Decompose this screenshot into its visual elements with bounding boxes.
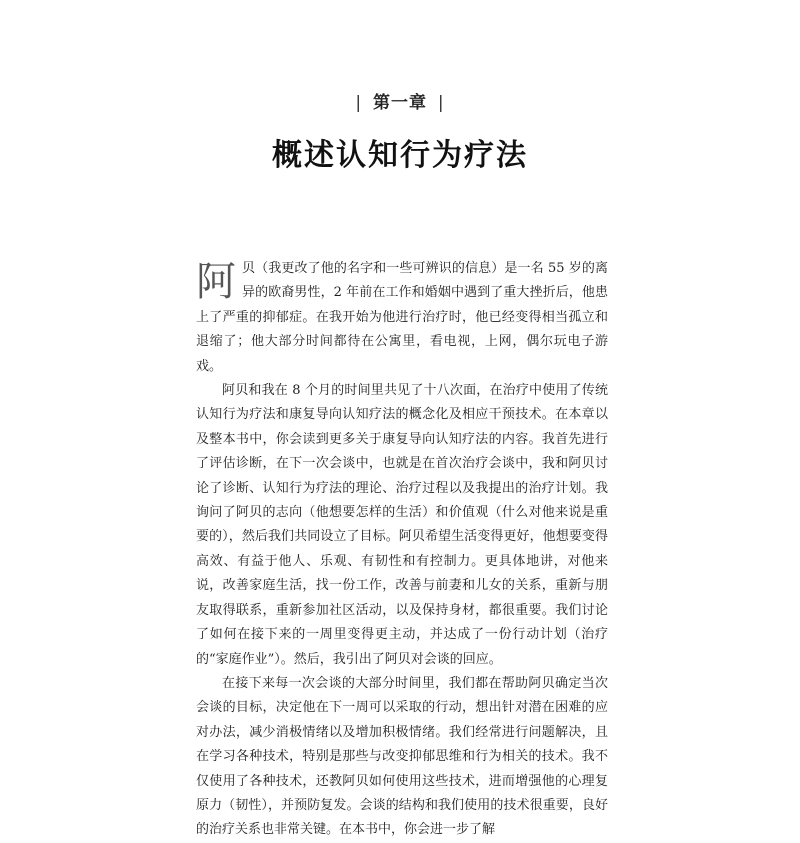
chapter-title: 概述认知行为疗法	[272, 138, 528, 173]
paragraph-1-text: 贝（我更改了他的名字和一些可辨识的信息）是一名 55 岁的离异的欧裔男性，2 年前在工作和婚姻中遇到了重大挫折后，他患上了严重的抑郁症。在我开始为他进行治疗时，他已经变得相当孤立和退缩了；他大部分时间都待在公寓里，看电视，上网，偶尔玩电子游戏。	[196, 261, 608, 374]
drop-cap: 阿	[196, 259, 236, 305]
chapter-bar-right: |	[437, 93, 445, 113]
chapter-bar-left: |	[355, 93, 363, 113]
chapter-number: 第一章	[373, 93, 427, 113]
paragraph-2: 阿贝和我在 8 个月的时间里共见了十八次面，在治疗中使用了传统认知行为疗法和康复导向认知疗法的概念化及相应干预技术。在本章以及整本书中，你会读到更多关于康复导向认知疗法的内容。我首先进行了评估诊断，在下一次会谈中，也就是在首次治疗会谈中，我和阿贝讨论了诊断、认知行为疗法的理论、治疗过程以及我提出的治疗计划。我询问了阿贝的志向（他想要怎样的生活）和价值观（什么对他来说是重要的），然后我们共同设立了目标。阿贝希望生活变得更好，他想要变得高效、有益于他人、乐观、有韧性和有控制力。更具体地讲，对他来说，改善家庭生活，找一份工作，改善与前妻和儿女的关系，重新与朋友取得联系，重新参加社区活动，以及保持身材，都很重要。我们讨论了如何在接下来的一周里变得更主动，并达成了一份行动计划（治疗的“家庭作业”）。然后，我引出了阿贝对会谈的回应。	[196, 383, 608, 667]
body-text	[196, 257, 608, 843]
paragraph-1	[196, 257, 608, 379]
paragraph-3: 在接下来每一次会谈的大部分时间里，我们都在帮助阿贝确定当次会谈的目标，决定他在下一周可以采取的行动，想出针对潜在困难的应对办法，减少消极情绪以及增加积极情绪。我们经常进行问题解决，且在学习各种技术，特别是那些与改变抑郁思维和行为相关的技术。我不仅使用了各种技术，还教阿贝如何使用这些技术，进而增强他的心理复原力（韧性），并预防复发。会谈的结构和我们使用的技术很重要，良好的治疗关系也非常关键。在本书中，你会进一步了解	[196, 675, 608, 838]
chapter-label	[0, 88, 800, 113]
